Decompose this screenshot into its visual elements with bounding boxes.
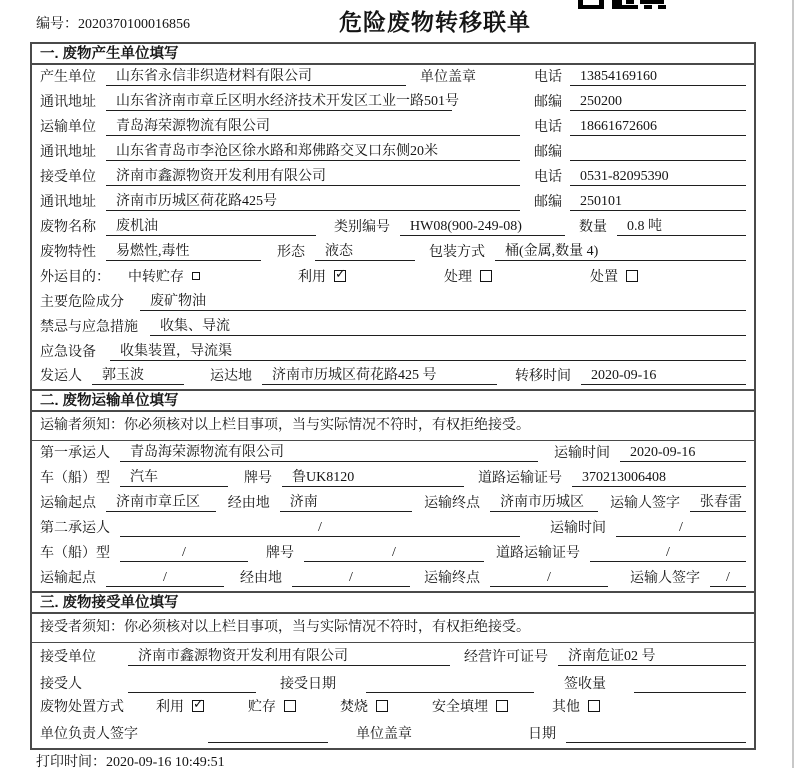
via2-value: / — [292, 570, 410, 587]
terminus-label: 运输终点 — [424, 571, 480, 586]
section2-header: 二. 废物运输单位填写 — [32, 389, 754, 412]
phone-label: 电话 — [534, 170, 562, 185]
responsible-sign-value — [208, 726, 328, 743]
waste-name-label: 废物名称 — [40, 220, 96, 235]
phone-label: 电话 — [534, 120, 562, 135]
accept-person-value — [128, 676, 256, 693]
hazard-component-row — [32, 290, 754, 315]
disposal-option-store: 贮存 — [248, 696, 296, 716]
license-label: 经营许可证号 — [464, 650, 548, 665]
transfer-time-label: 转移时间 — [515, 369, 571, 384]
transporter-zip-value — [570, 144, 746, 161]
producer-address-row — [32, 90, 754, 115]
license-value: 济南危证02 号 — [558, 645, 746, 666]
vehicle-type-value: 汽车 — [120, 466, 228, 487]
vehicle-type-label: 车（船）型 — [40, 471, 110, 486]
receiver-address-value: 济南市历城区荷花路425号 — [106, 190, 520, 211]
emergency-equipment-row — [32, 340, 754, 365]
disposal-option-incinerate: 焚烧 — [340, 696, 388, 716]
category-value: HW08(900-249-08) — [400, 219, 565, 236]
checkbox-icon — [496, 700, 508, 712]
quantity-label: 数量 — [579, 220, 607, 235]
destination-label: 运达地 — [210, 369, 252, 384]
receiver-unit-row — [32, 165, 754, 190]
serial-number: 编号：2020370100016856 — [36, 17, 190, 32]
road-permit-label: 道路运输证号 — [496, 546, 580, 561]
hazard-value: 废矿物油 — [140, 290, 746, 311]
vehicle-row-2 — [32, 541, 754, 566]
second-carrier-label: 第二承运人 — [40, 521, 110, 536]
received-qty-value — [634, 676, 746, 693]
carrier-sign-value: 张春雷 — [690, 491, 746, 512]
receiver-unit-label: 接受单位 — [40, 170, 96, 185]
route-row-2 — [32, 566, 754, 591]
via-label: 经由地 — [240, 571, 282, 586]
characteristics-value: 易燃性,毒性 — [106, 240, 261, 261]
shipper-label: 发运人 — [40, 369, 82, 384]
waste-name-row — [32, 215, 754, 240]
purpose-option-utilize: 利用 ✓ — [298, 266, 346, 286]
vehicle-type-label: 车（船）型 — [40, 546, 110, 561]
form-value: 液态 — [315, 240, 415, 261]
first-carrier-label: 第一承运人 — [40, 446, 110, 461]
plate-value: 鲁UK8120 — [282, 466, 464, 487]
accept-person-row — [32, 670, 754, 697]
route-row-1 — [32, 491, 754, 516]
disposal-option-landfill: 安全填埋 — [432, 696, 508, 716]
form-label: 形态 — [277, 245, 305, 260]
origin-label: 运输起点 — [40, 571, 96, 586]
transport-time2-value: / — [616, 520, 746, 537]
first-carrier-row — [32, 441, 754, 466]
address-label: 通讯地址 — [40, 95, 96, 110]
section1-header: 一. 废物产生单位填写 — [32, 44, 754, 65]
producer-phone-value: 13854169160 — [570, 69, 746, 86]
disposal-option-utilize: 利用 ✓ — [156, 696, 204, 716]
plate-label: 牌号 — [244, 471, 272, 486]
road-permit-value: 370213006408 — [572, 470, 746, 487]
first-carrier-value: 青岛海荣源物流有限公司 — [120, 441, 538, 462]
accept-person-label: 接受人 — [40, 677, 82, 692]
accept-unit-label: 接受单位 — [40, 650, 96, 665]
equipment-value: 收集装置，导流渠 — [110, 340, 746, 361]
packaging-label: 包装方式 — [429, 245, 485, 260]
road-permit-label: 道路运输证号 — [478, 471, 562, 486]
plate2-value: / — [304, 545, 484, 562]
vehicle-type2-value: / — [120, 545, 248, 562]
address-label: 通讯地址 — [40, 195, 96, 210]
characteristics-label: 废物特性 — [40, 245, 96, 260]
carrier-sign-label: 运输人签字 — [610, 496, 680, 511]
checkbox-icon — [626, 270, 638, 282]
accept-unit-row — [32, 643, 754, 670]
terminus-label: 运输终点 — [424, 496, 481, 511]
section3-header: 三. 废物接受单位填写 — [32, 591, 754, 614]
phone-label: 电话 — [534, 70, 562, 85]
purpose-option-storage: 中转贮存 — [128, 266, 200, 286]
print-time: 打印时间：2020-09-16 10:49:51 — [36, 755, 225, 770]
unit-seal-label: 单位盖章 — [356, 727, 412, 742]
zip-label: 邮编 — [534, 145, 562, 160]
transporter-phone-value: 18661672606 — [570, 119, 746, 136]
accept-date-value — [366, 676, 534, 693]
destination-value: 济南市历城区荷花路425 号 — [262, 364, 497, 385]
waste-name-value: 废机油 — [106, 215, 316, 236]
checkbox-icon — [334, 270, 346, 282]
unit-seal-label: 单位盖章 — [420, 70, 476, 85]
accept-unit-value: 济南市鑫源物资开发利用有限公司 — [128, 645, 450, 666]
origin-label: 运输起点 — [40, 496, 96, 511]
second-carrier-value: / — [120, 520, 520, 537]
sign-date-value — [566, 726, 746, 743]
transport-time-value: 2020-09-16 — [620, 445, 746, 462]
receiver-zip-value: 250101 — [570, 194, 746, 211]
origin-value: 济南市章丘区 — [106, 491, 216, 512]
responsible-sign-row — [32, 720, 754, 747]
equipment-label: 应急设备 — [40, 345, 96, 360]
page-right-edge — [792, 0, 794, 768]
transporter-address-value: 山东省青岛市李沧区徐水路和郑佛路交叉口东侧20米 — [106, 140, 520, 161]
taboo-measures-row — [32, 315, 754, 340]
disposal-method-row — [32, 697, 754, 720]
via-label: 经由地 — [227, 496, 270, 511]
transfer-time-value: 2020-09-16 — [581, 368, 746, 385]
purpose-label: 外运目的： — [40, 270, 110, 285]
checkbox-icon — [376, 700, 388, 712]
purpose-option-dispose: 处置 — [590, 266, 638, 286]
sign-date-label: 日期 — [528, 727, 556, 742]
producer-unit-label: 产生单位 — [40, 70, 96, 85]
transporter-unit-value: 青岛海荣源物流有限公司 — [106, 115, 520, 136]
receiver-unit-value: 济南市鑫源物资开发利用有限公司 — [106, 165, 520, 186]
responsible-sign-label: 单位负责人签字 — [40, 727, 138, 742]
producer-unit-value: 山东省永信非织造材料有限公司 — [106, 65, 406, 86]
vehicle-row-1 — [32, 466, 754, 491]
page-title: 危险废物转移联单 — [339, 9, 531, 35]
shipper-row — [32, 365, 754, 389]
category-label: 类别编号 — [334, 220, 390, 235]
origin2-value: / — [106, 570, 224, 587]
address-label: 通讯地址 — [40, 145, 96, 160]
terminus2-value: / — [490, 570, 608, 587]
waste-characteristics-row — [32, 240, 754, 265]
transporter-address-row — [32, 140, 754, 165]
receiver-address-row — [32, 190, 754, 215]
transport-time-label: 运输时间 — [550, 521, 606, 536]
disposal-option-other: 其他 — [552, 696, 600, 716]
packaging-value: 桶(金属,数量 4) — [495, 240, 746, 261]
producer-unit-row — [32, 65, 754, 90]
accept-date-label: 接受日期 — [280, 677, 336, 692]
checkbox-icon — [192, 700, 204, 712]
checkbox-icon — [192, 272, 200, 280]
via-value: 济南 — [280, 491, 412, 512]
road-permit2-value: / — [590, 545, 746, 562]
quantity-value: 0.8 吨 — [617, 215, 746, 236]
plate-label: 牌号 — [266, 546, 294, 561]
shipper-value: 郭玉波 — [92, 364, 184, 385]
taboo-label: 禁忌与应急措施 — [40, 320, 138, 335]
hazard-label: 主要危险成分 — [40, 295, 124, 310]
zip-label: 邮编 — [534, 95, 562, 110]
zip-label: 邮编 — [534, 195, 562, 210]
producer-address-value: 山东省济南市章丘区明水经济技术开发区工业一路501号 — [106, 90, 452, 111]
checkbox-icon — [588, 700, 600, 712]
disposal-method-label: 废物处置方式 — [40, 700, 124, 715]
transporter-unit-row — [32, 115, 754, 140]
taboo-value: 收集、导流 — [150, 315, 746, 336]
checkbox-icon — [480, 270, 492, 282]
receiver-phone-value: 0531-82095390 — [570, 169, 746, 186]
transporter-unit-label: 运输单位 — [40, 120, 96, 135]
carrier-sign-label: 运输人签字 — [630, 571, 700, 586]
transport-time-label: 运输时间 — [554, 446, 610, 461]
producer-zip-value: 250200 — [570, 94, 746, 111]
transfer-purpose-row — [32, 265, 754, 290]
transporter-notice: 运输者须知：你必须核对以上栏目事项，当与实际情况不符时，有权拒绝接受。 — [32, 412, 754, 441]
receiver-notice: 接受者须知：你必须核对以上栏目事项，当与实际情况不符时，有权拒绝接受。 — [32, 614, 754, 643]
terminus-value: 济南市历城区 — [490, 491, 598, 512]
second-carrier-row — [32, 516, 754, 541]
transfer-manifest-table — [30, 42, 756, 750]
carrier-sign2-value: / — [710, 570, 746, 587]
received-qty-label: 签收量 — [564, 677, 606, 692]
document-header — [0, 0, 796, 42]
checkbox-icon — [284, 700, 296, 712]
purpose-option-treat: 处理 — [444, 266, 492, 286]
